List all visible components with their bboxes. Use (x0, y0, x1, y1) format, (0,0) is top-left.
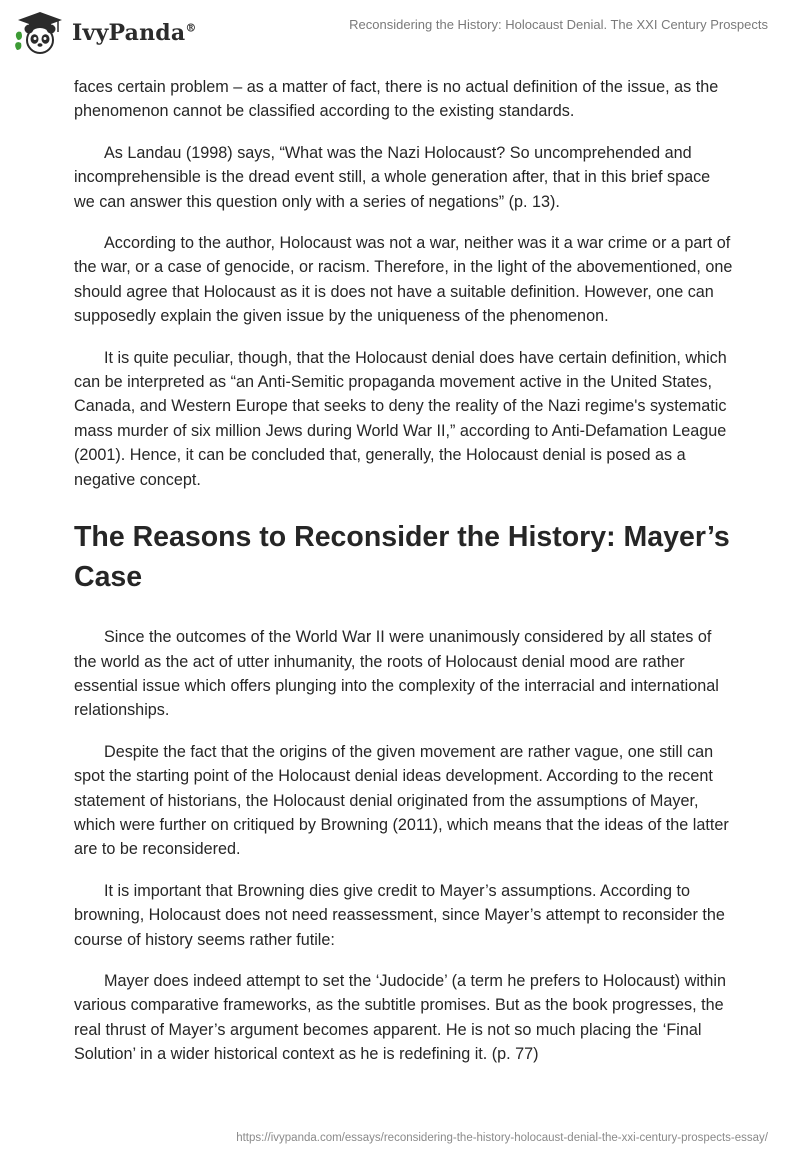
paragraph: As Landau (1998) says, “What was the Nazi Holocaust? So uncomprehended and incomprehensible is the dread event still, a whole generation after, that in this brief space we can answer this question only with a series of negations” (p. 13). (74, 143, 711, 211)
page-header (0, 0, 800, 70)
ivypanda-logo[interactable] (14, 10, 197, 56)
paragraph: Since the outcomes of the World War II were unanimously considered by all states of the world as the act of utter inhumanity, the roots of Holocaust denial mood are rather essential issue which offers plunging into the complexity of the interracial and international relationships. (74, 628, 719, 720)
paragraph: faces certain problem – as a matter of fact, there is no actual definition of the issue, as the phenomenon cannot be classified according to the existing standards. (74, 78, 719, 121)
block-quote: Mayer does indeed attempt to set the ‘Judocide’ (a term he prefers to Holocaust) within various comparative frameworks, as the subtitle promises. But as the book progresses, the real thrust of Mayer’s argument becomes apparent. He is not so much placing the ‘Final Solution’ in a wider historical context as he is redefining it. (p. 77) (74, 971, 727, 1064)
panda-graduate-icon (14, 10, 66, 56)
essay-body (74, 75, 734, 1084)
paragraph: Despite the fact that the origins of the given movement are rather vague, one still can spot the starting point of the Holocaust denial ideas development. According to the recent statement of historians, the Holocaust denial originated from the assumptions of Mayer, which were further on critiqued by Browning (2011), which means that the ideas of the latter are to be reconsidered. (74, 742, 729, 859)
brand-name: IvyPanda® (72, 20, 197, 46)
paragraph: According to the author, Holocaust was not a war, neither was it a war crime or a part of the war, or a case of genocide, or racism. Therefore, in the light of the abovementioned, one should agree that Holocaust as it is does not have a suitable definition. However, one can supposedly explain the given issue by the uniqueness of the phenomenon. (74, 234, 733, 326)
source-url[interactable]: https://ivypanda.com/essays/reconsidering-the-history-holocaust-denial-the-xxi-century-prospects-essay/ (236, 1132, 768, 1144)
document-title: Reconsidering the History: Holocaust Denial. The XXI Century Prospects (349, 17, 768, 32)
section-heading: The Reasons to Reconsider the History: Mayer’s Case (74, 521, 730, 594)
paragraph: It is important that Browning dies give credit to Mayer’s assumptions. According to browning, Holocaust does not need reassessment, since Mayer’s attempt to reconsider the course of history seems rather futile: (74, 881, 725, 949)
paragraph: It is quite peculiar, though, that the Holocaust denial does have certain definition, which can be interpreted as “an Anti-Semitic propaganda movement active in the United States, Canada, and Western Europe that seeks to deny the reality of the Nazi regime's systematic mass murder of six million Jews during World War II,” according to Anti-Defamation League (2001). Hence, it can be concluded that, generally, the Holocaust denial is posed as a negative concept. (74, 348, 727, 489)
